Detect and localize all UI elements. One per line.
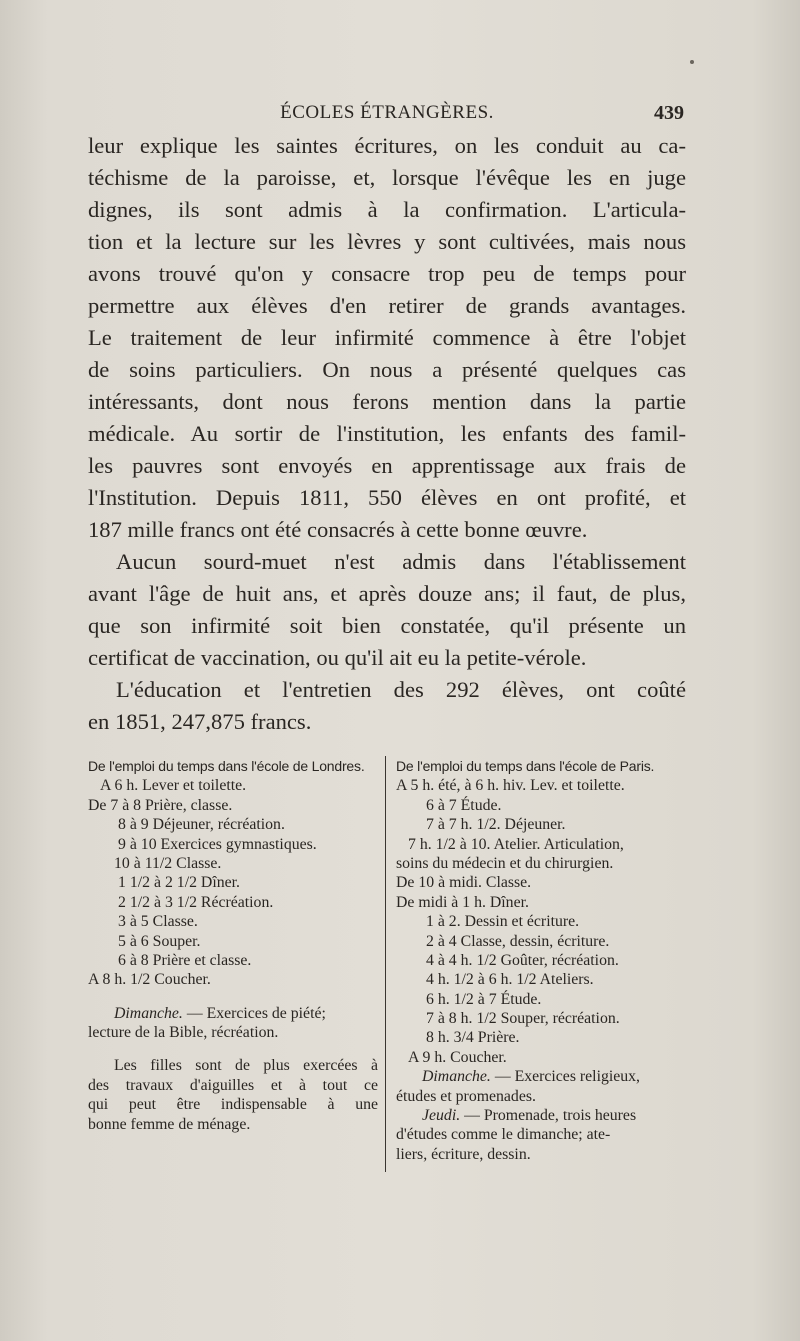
body-line: de soins particuliers. On nous a présenté quelques cas: [88, 357, 686, 382]
body-line: en 1851, 247,875 francs.: [88, 709, 312, 734]
body-line: Le traitement de leur infirmité commence à être l'objet: [88, 325, 686, 350]
girls-note-line: des travaux d'aiguilles et à tout ce: [88, 1076, 378, 1094]
sunday-text: — Exercices de piété;: [182, 1004, 326, 1022]
body-line: L'éducation et l'entretien des 292 élèves, ont coûté: [116, 677, 686, 702]
spacer: [88, 990, 378, 1004]
column-divider: [385, 756, 386, 1172]
sunday-text: — Exercices religieux,: [490, 1068, 641, 1086]
schedule-entry: 8 h. 3/4 Prière.: [426, 1029, 520, 1047]
body-line: permettre aux élèves d'en retirer de grands avantages.: [88, 293, 686, 318]
schedule-entry: 7 à 7 h. 1/2. Déjeuner.: [426, 816, 566, 834]
schedule-entry: A 5 h. été, à 6 h. hiv. Lev. et toilette.: [396, 777, 625, 795]
sunday-note-cont: études et promenades.: [396, 1087, 536, 1105]
paris-schedule-column: [396, 757, 686, 1164]
spacer: [88, 1042, 378, 1056]
page-number: 439: [654, 102, 684, 124]
schedule-entry: 6 à 7 Étude.: [426, 796, 502, 814]
body-line: certificat de vaccination, ou qu'il ait eu la petite-vérole.: [88, 645, 587, 670]
schedule-entry: 3 à 5 Classe.: [118, 913, 198, 931]
schedule-entry: 2 à 4 Classe, dessin, écriture.: [426, 932, 610, 950]
thursday-text: — Promenade, trois heures: [460, 1107, 637, 1125]
body-paragraphs: [88, 130, 686, 738]
thursday-note-cont: liers, écriture, dessin.: [396, 1145, 531, 1163]
ink-speck: [690, 60, 694, 64]
schedule-entry: 9 à 10 Exercices gymnastiques.: [118, 835, 317, 853]
schedule-entry: A 9 h. Coucher.: [408, 1048, 507, 1066]
schedule-entry: 6 à 8 Prière et classe.: [118, 951, 252, 969]
body-line: téchisme de la paroisse, et, lorsque l'évêque les en juge: [88, 165, 686, 190]
thursday-label: Jeudi.: [422, 1107, 461, 1125]
body-line: dignes, ils sont admis à la confirmation. L'articula-: [88, 197, 686, 222]
schedule-entry: soins du médecin et du chirurgien.: [396, 854, 614, 872]
girls-note-line: bonne femme de ménage.: [88, 1115, 251, 1133]
running-head: [88, 102, 686, 130]
body-line: 187 mille francs ont été consacrés à cette bonne œuvre.: [88, 517, 588, 542]
schedule-entry: 10 à 11/2 Classe.: [114, 854, 222, 872]
schedule-entry: 7 h. 1/2 à 10. Atelier. Articulation,: [408, 835, 624, 853]
schedule-entry: A 8 h. 1/2 Coucher.: [88, 971, 211, 989]
schedule-entry: De 10 à midi. Classe.: [396, 874, 532, 892]
girls-note-line: Les filles sont de plus exercées à: [114, 1057, 378, 1075]
body-line: intéressants, dont nous ferons mention dans la partie: [88, 389, 686, 414]
sunday-note: [88, 1004, 378, 1023]
body-line: que son infirmité soit bien constatée, qu'il présente un: [88, 613, 686, 638]
sunday-label: Dimanche.: [114, 1004, 183, 1022]
paris-schedule-heading: De l'emploi du temps dans l'école de Paris.: [396, 758, 655, 774]
body-line: tion et la lecture sur les lèvres y sont cultivées, mais nous: [88, 229, 686, 254]
schedule-entry: A 6 h. Lever et toilette.: [100, 777, 247, 795]
body-line: avant l'âge de huit ans, et après douze ans; il faut, de plus,: [88, 581, 686, 606]
body-line: avons trouvé qu'on y consacre trop peu de temps pour: [88, 261, 686, 286]
schedule-entry: 7 à 8 h. 1/2 Souper, récréation.: [426, 1010, 620, 1028]
schedule-entry: De 7 à 8 Prière, classe.: [88, 796, 233, 814]
body-line: l'Institution. Depuis 1811, 550 élèves en ont profité, et: [88, 485, 686, 510]
schedule-entry: 4 h. 1/2 à 6 h. 1/2 Ateliers.: [426, 971, 594, 989]
thursday-note-cont: d'études comme le dimanche; ate-: [396, 1126, 611, 1144]
body-line: leur explique les saintes écritures, on les conduit au ca-: [88, 133, 686, 158]
girls-note-line: qui peut être indispensable à une: [88, 1096, 378, 1114]
schedule-entry: 5 à 6 Souper.: [118, 932, 201, 950]
body-line: médicale. Au sortir de l'institution, les enfants des famil-: [88, 421, 686, 446]
schedule-entry: 8 à 9 Déjeuner, récréation.: [118, 816, 285, 834]
running-head-title: ÉCOLES ÉTRANGÈRES.: [280, 102, 494, 123]
london-schedule-heading: De l'emploi du temps dans l'école de Londres.: [88, 758, 365, 774]
schedule-entry: 6 h. 1/2 à 7 Étude.: [426, 990, 542, 1008]
london-schedule-column: [88, 757, 378, 1134]
schedule-entry: 4 à 4 h. 1/2 Goûter, récréation.: [426, 951, 619, 969]
sunday-note-cont: lecture de la Bible, récréation.: [88, 1024, 279, 1042]
schedule-entry: 1 1/2 à 2 1/2 Dîner.: [118, 874, 240, 892]
thursday-note: [396, 1106, 686, 1125]
sunday-label: Dimanche.: [422, 1068, 491, 1086]
body-line: les pauvres sont envoyés en apprentissage aux frais de: [88, 453, 686, 478]
schedule-entry: 2 1/2 à 3 1/2 Récréation.: [118, 893, 274, 911]
schedule-entry: De midi à 1 h. Dîner.: [396, 893, 529, 911]
sunday-note: [396, 1067, 686, 1086]
body-line: Aucun sourd-muet n'est admis dans l'établissement: [116, 549, 686, 574]
schedule-entry: 1 à 2. Dessin et écriture.: [426, 913, 580, 931]
